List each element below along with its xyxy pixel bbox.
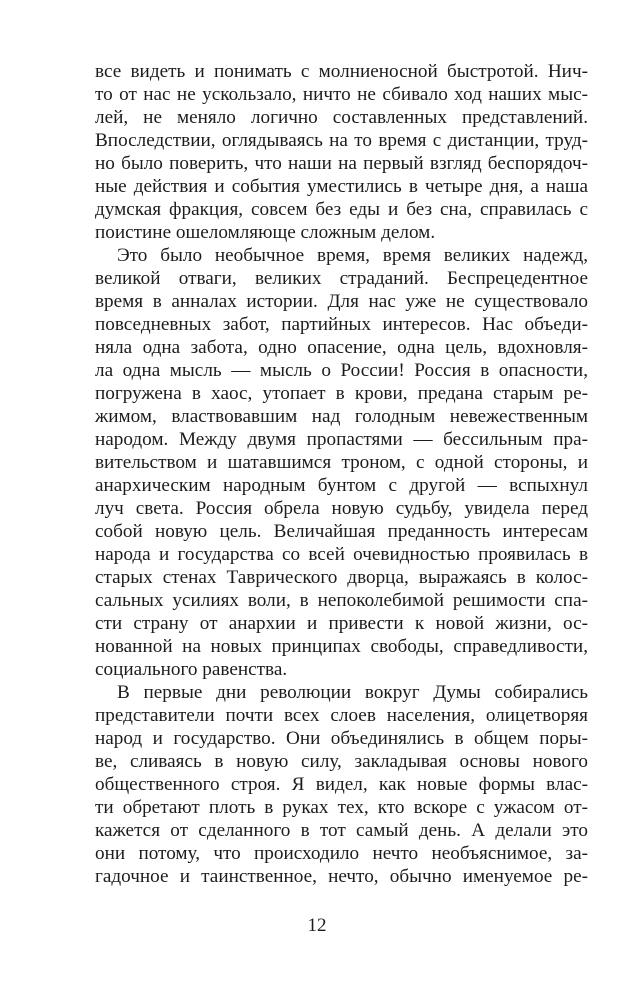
text-line: представители почти всех слоев населения, олицетворяя — [95, 705, 588, 726]
text-line: Впоследствии, оглядываясь на то время с дистанции, труд- — [95, 130, 588, 151]
text-line: но было поверить, что наши на первый взгляд беспорядоч- — [95, 153, 588, 174]
text-line: погружена в хаос, утопает в крови, предана старым ре- — [95, 383, 588, 404]
text-line: лей, не меняло логично составленных представлений. — [95, 107, 588, 128]
text-line: все видеть и понимать с молниеносной быстротой. Нич- — [95, 61, 588, 82]
text-line: Это было необычное время, время великих надежд, — [117, 245, 588, 266]
text-line: вительством и шатавшимся троном, с одной стороны, и — [95, 452, 588, 473]
text-line: сальных усилиях воли, в непоколебимой решимости спа- — [95, 590, 588, 611]
text-line: общественного строя. Я видел, как новые формы влас- — [95, 774, 588, 795]
text-line: кажется от сделанного в тот самый день. А делали это — [95, 820, 588, 841]
text-line: социального равенства. — [95, 659, 288, 680]
page-number: 12 — [307, 915, 327, 936]
text-line: анархическим народным бунтом с другой — вспыхнул — [95, 475, 588, 496]
text-line: В первые дни революции вокруг Думы собирались — [117, 682, 588, 703]
text-line: сти страну от анархии и привести к новой жизни, ос- — [95, 613, 588, 634]
text-line: нованной на новых принципах свободы, справедливости, — [95, 636, 588, 657]
text-line: то от нас не ускользало, ничто не сбивало ход наших мыс- — [95, 84, 588, 105]
text-line: великой отваги, великих страданий. Беспрецедентное — [95, 268, 588, 289]
text-line: думская фракция, совсем без еды и без сна, справилась с — [95, 199, 588, 220]
body-text — [95, 60, 588, 888]
text-line: гадочное и таинственное, нечто, обычно именуемое ре- — [95, 866, 588, 887]
text-line: ные действия и события уместились в четыре дня, а наша — [95, 176, 588, 197]
text-line: народ и государство. Они объединялись в общем поры- — [95, 728, 588, 749]
text-line: ве, сливаясь в новую силу, закладывая основы нового — [95, 751, 588, 772]
paragraph-3 — [95, 681, 588, 888]
text-line: народа и государства со всей очевидностью проявилась в — [95, 544, 588, 565]
text-line: ти обретают плоть в руках тех, кто вскоре с ужасом от- — [95, 797, 588, 818]
paragraph-1 — [95, 60, 588, 244]
text-line: няла одна забота, одно опасение, одна цель, вдохновля- — [95, 337, 588, 358]
text-line: старых стенах Таврического дворца, выражаясь в колос- — [95, 567, 588, 588]
text-line: повседневных забот, партийных интересов. Нас объеди- — [95, 314, 588, 335]
text-line: ла одна мысль — мысль о России! Россия в опасности, — [95, 360, 588, 381]
text-line: они потому, что происходило нечто необъяснимое, за- — [95, 843, 588, 864]
text-line: жимом, властвовавшим над голодным невежественным — [95, 406, 588, 427]
text-line: луч света. Россия обрела новую судьбу, увидела перед — [95, 498, 588, 519]
paragraph-2 — [95, 244, 588, 681]
text-line: собой новую цель. Величайшая преданность интересам — [95, 521, 588, 542]
text-line: время в анналах истории. Для нас уже не существовало — [95, 291, 588, 312]
text-line: поистине ошеломляюще сложным делом. — [95, 222, 436, 243]
text-line: народом. Между двумя пропастями — бессильным пра- — [95, 429, 588, 450]
